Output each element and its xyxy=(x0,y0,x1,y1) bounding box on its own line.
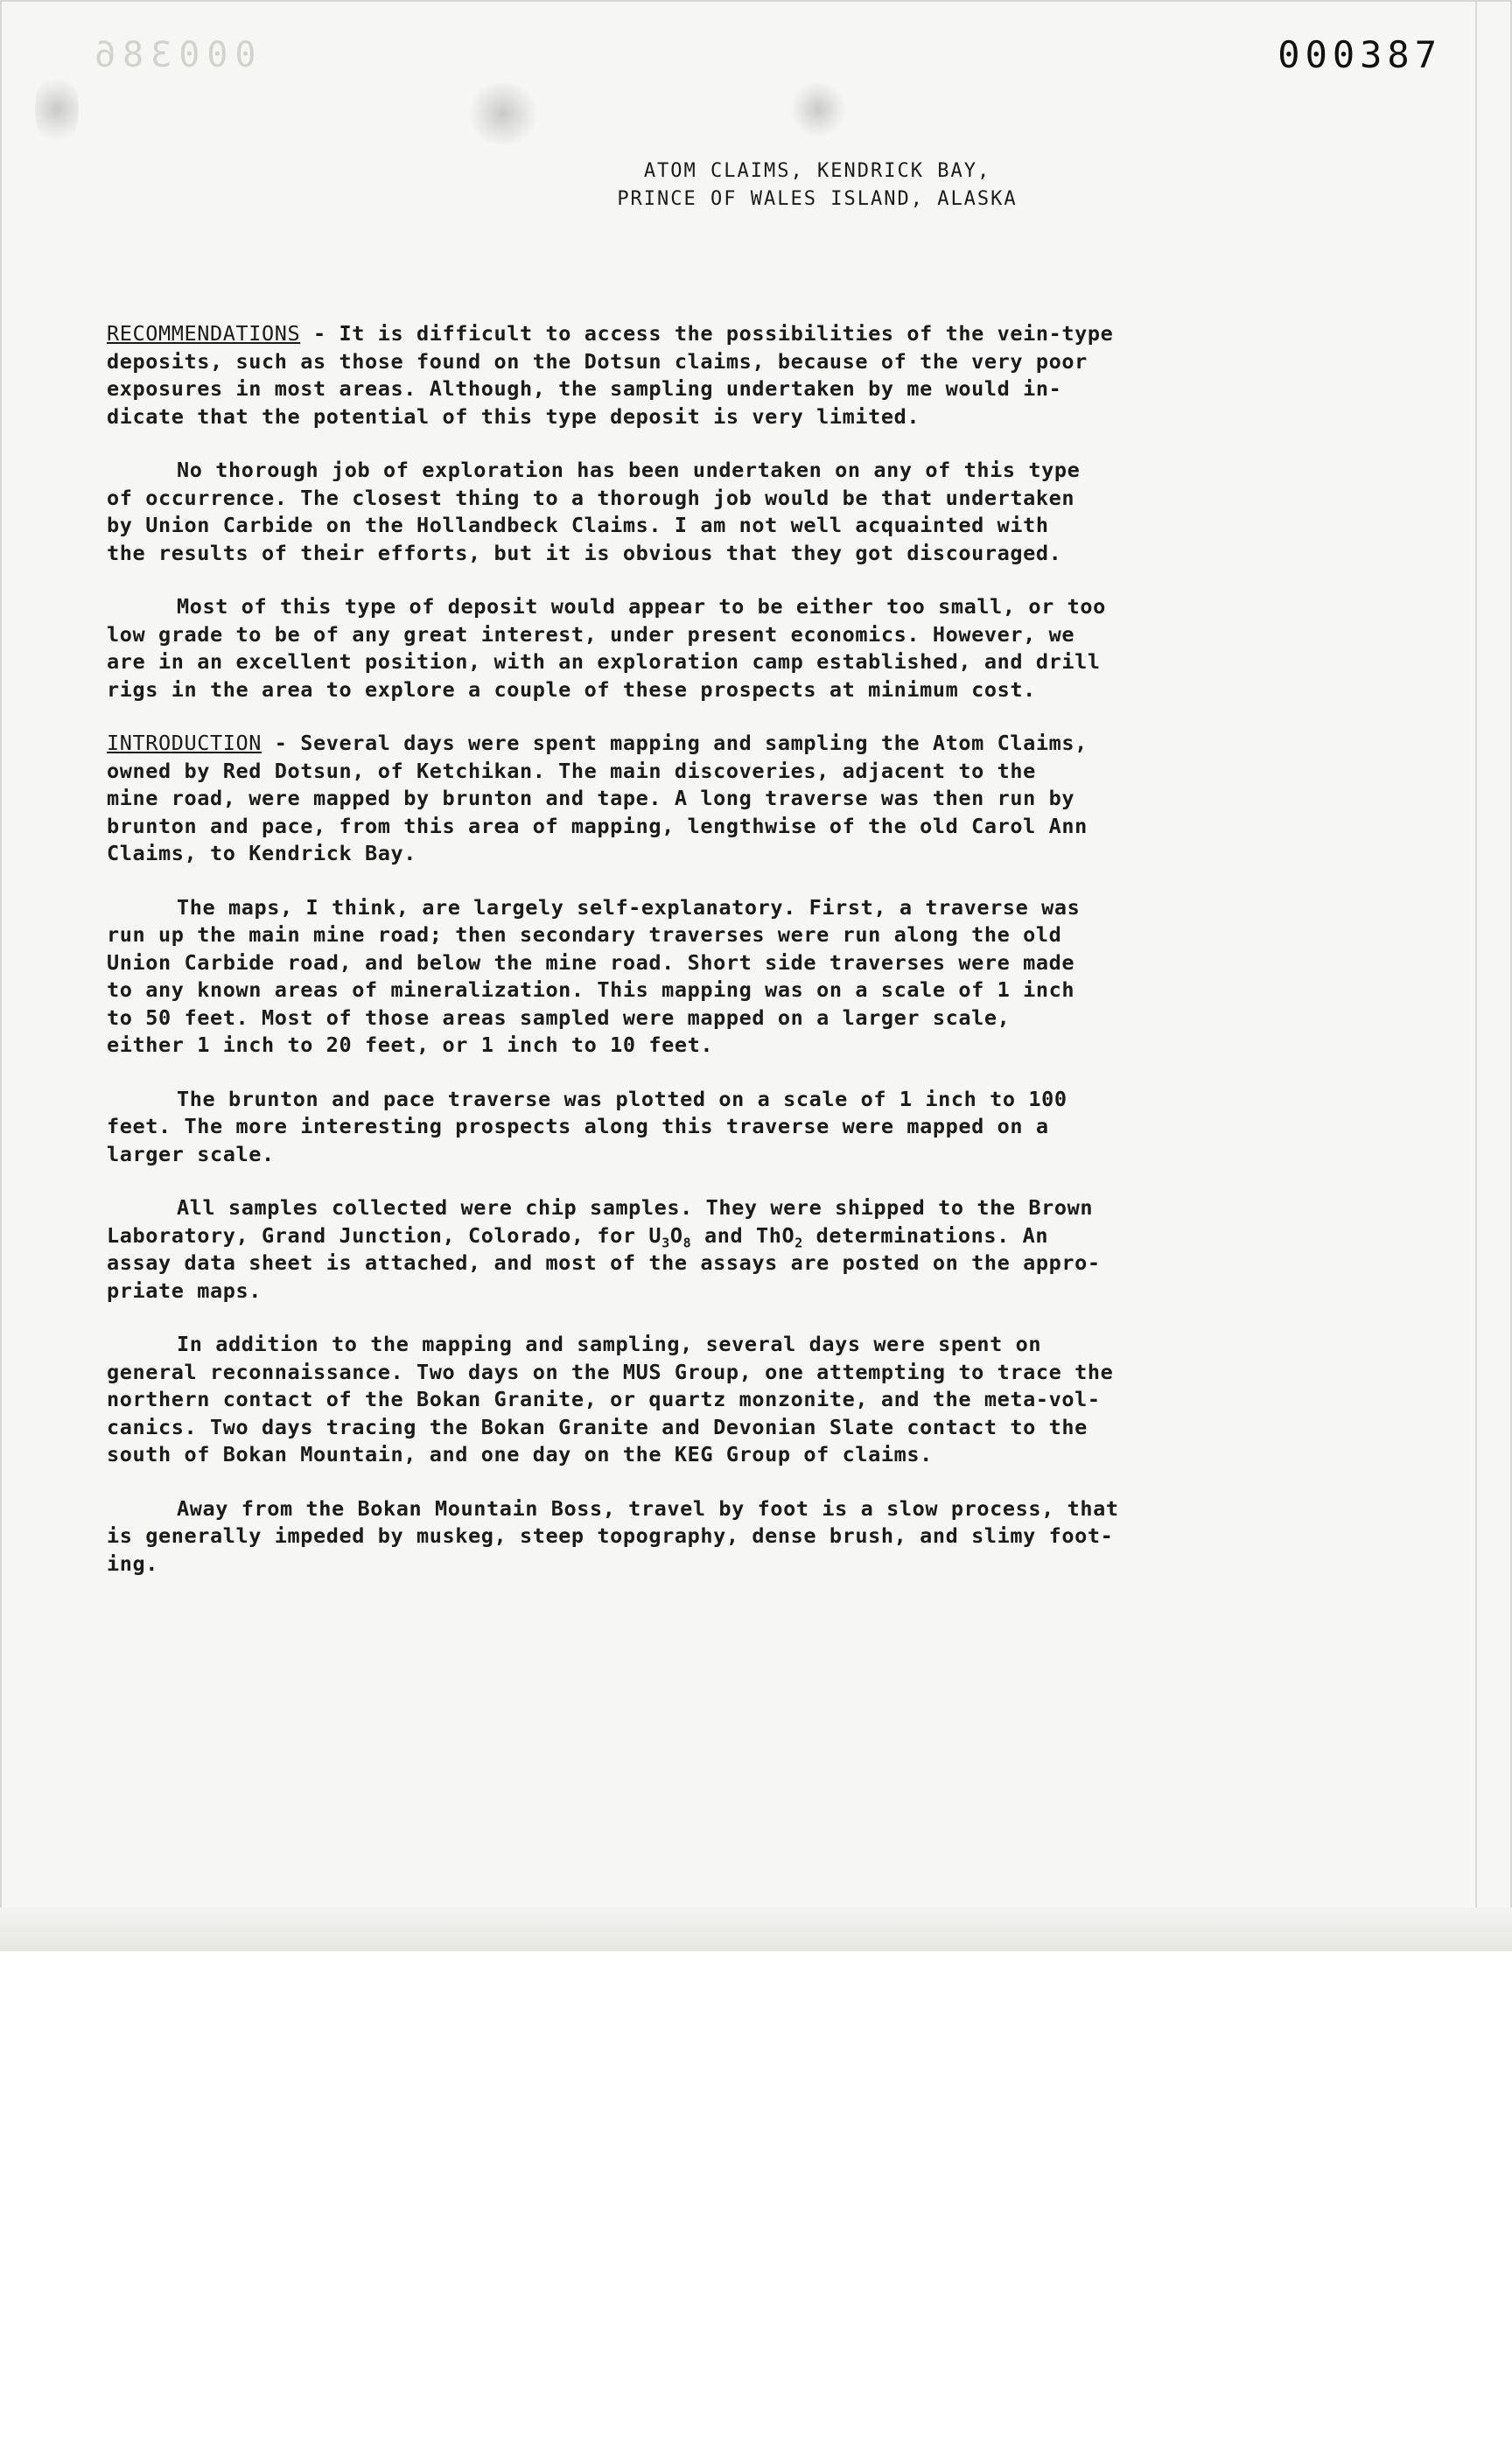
text-line: the results of their efforts, but it is obvious that they got discouraged. xyxy=(107,540,1062,565)
text-line: - It is difficult to access the possibilities of the vein-type xyxy=(300,321,1114,346)
paragraph xyxy=(107,1495,1218,1578)
text-line: canics. Two days tracing the Bokan Granite and Devonian Slate contact to the xyxy=(107,1414,1088,1439)
bleed-through-page-number: 000386 xyxy=(88,35,256,75)
text-line: larger scale. xyxy=(107,1141,275,1166)
text-line: ing. xyxy=(107,1550,158,1576)
text-line: Away from the Bokan Mountain Boss, travel by foot is a slow process, that xyxy=(177,1495,1119,1521)
smudge-mark xyxy=(464,83,542,144)
paragraph xyxy=(107,1331,1218,1469)
text-line: feet. The more interesting prospects along this traverse were mapped on a xyxy=(107,1114,1049,1138)
text-line: owned by Red Dotsun, of Ketchikan. The main discoveries, adjacent to the xyxy=(107,758,1036,783)
text-line: south of Bokan Mountain, and one day on the KEG Group of claims. xyxy=(107,1442,933,1466)
paragraph xyxy=(107,1086,1218,1169)
text-line: brunton and pace, from this area of mapping, lengthwise of the old Carol Ann xyxy=(107,813,1088,838)
text-line: - Several days were spent mapping and sampling the Atom Claims, xyxy=(261,731,1088,755)
paragraph xyxy=(107,457,1218,567)
text-line: exposures in most areas. Although, the sampling undertaken by me would in- xyxy=(107,376,1062,401)
paragraph xyxy=(107,1194,1218,1305)
paragraph-recommendations xyxy=(107,320,1218,430)
title-line: PRINCE OF WALES ISLAND, ALASKA xyxy=(617,188,1018,210)
document-body xyxy=(107,320,1218,1604)
document-title xyxy=(0,158,1512,214)
text-line: rigs in the area to explore a couple of these prospects at minimum cost. xyxy=(107,676,1036,702)
section-heading: RECOMMENDATIONS xyxy=(107,321,301,346)
paragraph xyxy=(107,593,1218,704)
text-line: deposits, such as those found on the Dotsun claims, because of the very poor xyxy=(107,348,1088,374)
text-line: priate maps. xyxy=(107,1278,262,1303)
page-right-edge xyxy=(1475,0,1477,1925)
text-line: Union Carbide road, and below the mine road. Short side traverses were made xyxy=(107,949,1075,975)
text-line: dicate that the potential of this type deposit is very limited. xyxy=(107,403,920,429)
text-line: Most of this type of deposit would appear to be either too small, or too xyxy=(177,594,1106,619)
smudge-mark xyxy=(788,83,849,136)
text-line: No thorough job of exploration has been undertaken on any of this type xyxy=(177,458,1081,482)
text-line: All samples collected were chip samples. They were shipped to the Brown xyxy=(177,1195,1094,1220)
text-line: run up the main mine road; then secondary traverses were run along the old xyxy=(107,922,1062,947)
page-bottom-edge xyxy=(0,1908,1512,1951)
text-line: to any known areas of mineralization. This mapping was on a scale of 1 inch xyxy=(107,977,1075,1002)
text-line: Laboratory, Grand Junction, Colorado, for $U_3O_8$ and ThO$_2$ determinations. An xyxy=(107,1222,1049,1251)
text-line: by Union Carbide on the Hollandbeck Claims. I am not well acquainted with xyxy=(107,513,1049,537)
document-number: 000387 xyxy=(1278,33,1442,76)
paragraph xyxy=(107,894,1218,1060)
smudge-mark xyxy=(35,70,79,149)
text-line: assay data sheet is attached, and most of the assays are posted on the appro- xyxy=(107,1250,1101,1275)
text-line: Claims, to Kendrick Bay. xyxy=(107,841,416,865)
text-line: northern contact of the Bokan Granite, or quartz monzonite, and the meta-vol- xyxy=(107,1387,1101,1411)
text-line: mine road, were mapped by brunton and tape. A long traverse was then run by xyxy=(107,786,1075,810)
text-line: low grade to be of any great interest, under present economics. However, we xyxy=(107,621,1075,647)
text-line: to 50 feet. Most of those areas sampled were mapped on a larger scale, xyxy=(107,1004,1011,1030)
text-line: is generally impeded by muskeg, steep topography, dense brush, and slimy foot- xyxy=(107,1523,1114,1548)
text-line: The maps, I think, are largely self-explanatory. First, a traverse was xyxy=(177,894,1081,920)
text-line: In addition to the mapping and sampling, several days were spent on xyxy=(177,1332,1042,1356)
text-line: The brunton and pace traverse was plotted on a scale of 1 inch to 100 xyxy=(177,1086,1068,1111)
paragraph-introduction xyxy=(107,730,1218,868)
text-line: of occurrence. The closest thing to a thorough job would be that undertaken xyxy=(107,485,1075,510)
section-heading: INTRODUCTION xyxy=(107,731,262,755)
text-line: general reconnaissance. Two days on the MUS Group, one attempting to trace the xyxy=(107,1359,1114,1384)
title-line: ATOM CLAIMS, KENDRICK BAY, xyxy=(643,160,991,182)
text-line: are in an excellent position, with an exploration camp established, and drill xyxy=(107,649,1101,674)
text-line: either 1 inch to 20 feet, or 1 inch to 10 feet. xyxy=(107,1032,714,1057)
